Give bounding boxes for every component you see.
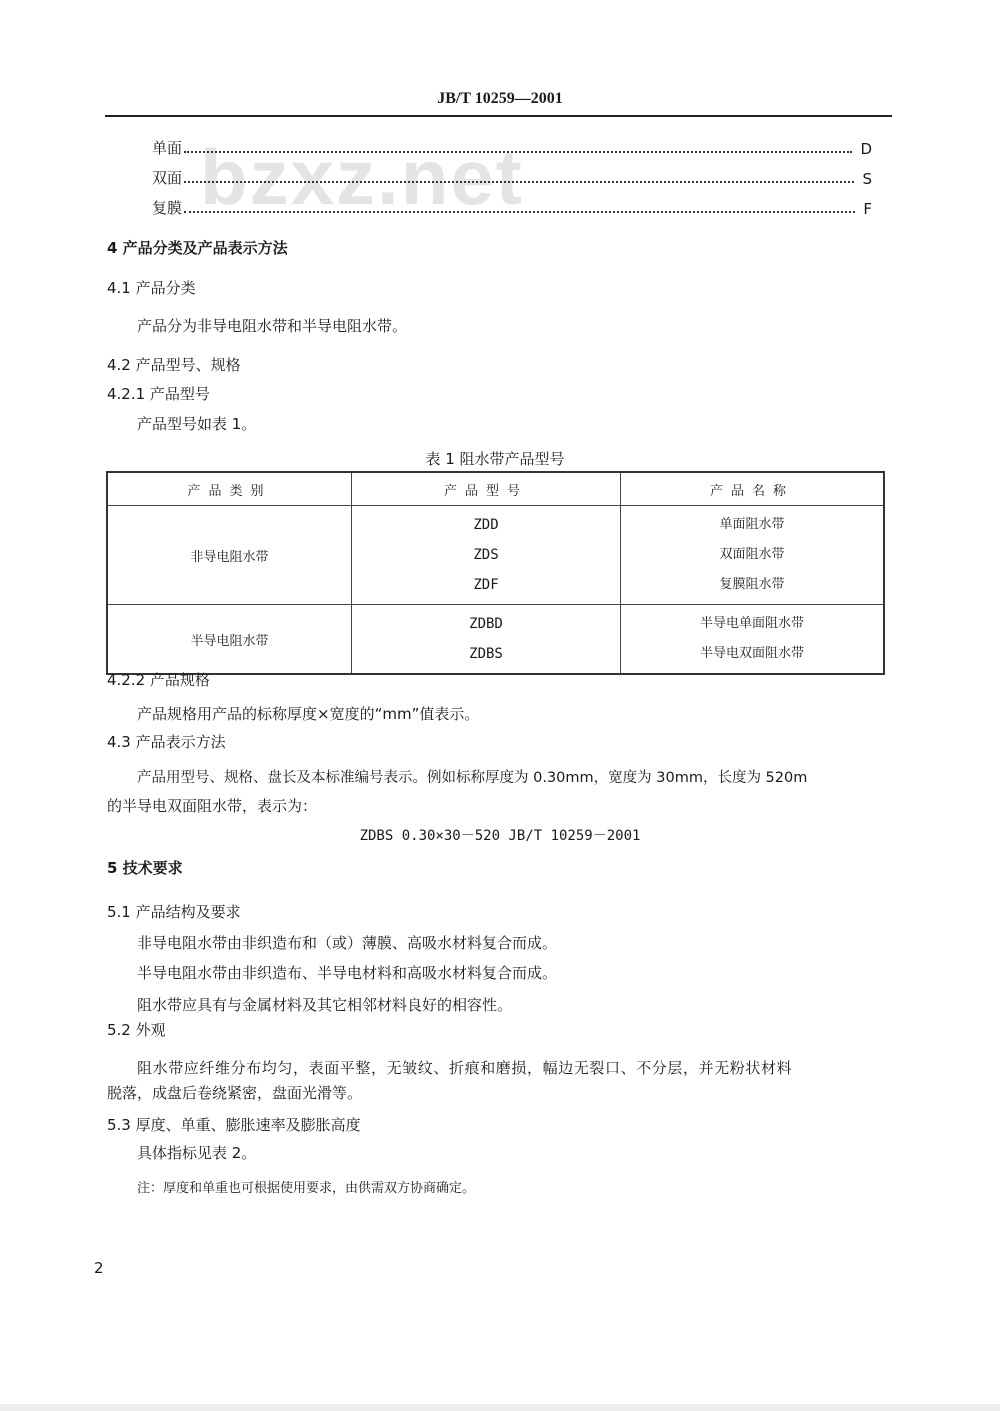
column-header: 产品型号 <box>352 472 621 506</box>
paragraph: 半导电阻水带由非织造布、半导电材料和高吸水材料复合而成。 <box>137 964 558 982</box>
page-number: 2 <box>94 1259 104 1277</box>
name: 复膜阻水带 <box>719 577 785 592</box>
dot-leader <box>184 151 852 153</box>
model: ZDF <box>473 577 499 593</box>
model: ZDD <box>473 517 499 533</box>
code-label: 单面 <box>152 139 183 157</box>
table-caption: 表 1 阻水带产品型号 <box>425 450 565 468</box>
paragraph: 阻水带应具有与金属材料及其它相邻材料良好的相容性。 <box>137 996 513 1014</box>
section-4-2-heading: 4.2 产品型号、规格 <box>107 356 241 374</box>
table-header-row <box>107 472 884 506</box>
table-row <box>107 605 884 675</box>
category-cell: 非导电阻水带 <box>107 506 352 605</box>
name: 双面阻水带 <box>719 547 785 562</box>
name-cell <box>621 605 885 675</box>
column-header: 产品类别 <box>107 472 352 506</box>
name: 半导电单面阻水带 <box>699 616 804 631</box>
name: 单面阻水带 <box>719 517 785 532</box>
model-cell <box>352 506 621 605</box>
section-4-2-1-heading: 4.2.1 产品型号 <box>107 385 210 403</box>
model: ZDS <box>473 547 499 563</box>
dot-leader <box>184 211 855 213</box>
model: ZDBS <box>469 646 503 662</box>
section-5-2-heading: 5.2 外观 <box>107 1021 166 1039</box>
section-4-2-2-heading: 4.2.2 产品规格 <box>107 671 210 689</box>
paragraph: 非导电阻水带由非织造布和（或）薄膜、高吸水材料复合而成。 <box>137 934 558 952</box>
section-5-1-heading: 5.1 产品结构及要求 <box>107 903 241 921</box>
code-value: D <box>860 140 872 158</box>
paragraph: 产品规格用产品的标称厚度×宽度的“mm”值表示。 <box>137 705 480 723</box>
section-4-heading: 4 产品分类及产品表示方法 <box>107 239 288 257</box>
note: 注：厚度和单重也可根据使用要求，由供需双方协商确定。 <box>137 1181 476 1196</box>
watermark: bzxz.net <box>200 133 524 221</box>
model: ZDBD <box>469 616 503 632</box>
code-row <box>152 137 872 158</box>
code-value: F <box>863 200 872 218</box>
dot-leader <box>184 181 854 183</box>
header-rule <box>105 115 892 117</box>
section-4-3-heading: 4.3 产品表示方法 <box>107 733 226 751</box>
paragraph: 脱落，成盘后卷绕紧密，盘面光滑等。 <box>107 1084 363 1102</box>
code-label: 复膜 <box>152 199 183 217</box>
section-5-heading: 5 技术要求 <box>107 859 183 877</box>
paragraph: 产品型号如表 1。 <box>137 415 257 433</box>
column-header: 产品名称 <box>621 472 885 506</box>
paragraph: 产品分为非导电阻水带和半导电阻水带。 <box>137 317 408 335</box>
paragraph: 的半导电双面阻水带，表示为： <box>107 797 318 815</box>
code-row <box>152 197 872 218</box>
section-5-3-heading: 5.3 厚度、单重、膨胀速率及膨胀高度 <box>107 1116 361 1134</box>
paragraph: 产品用型号、规格、盘长及本标准编号表示。例如标称厚度为 0.30mm，宽度为 30mm，长度为 520m <box>137 770 808 786</box>
paragraph: 具体指标见表 2。 <box>137 1144 257 1162</box>
paragraph: 阻水带应纤维分布均匀，表面平整，无皱纹、折痕和磨损，幅边无裂口、不分层，并无粉状材料 <box>137 1059 793 1077</box>
code-row <box>152 167 872 188</box>
page-edge <box>0 1404 1000 1411</box>
section-4-1-heading: 4.1 产品分类 <box>107 279 196 297</box>
model-cell <box>352 605 621 675</box>
designation-example: ZDBS 0.30×30－520 JB/T 10259－2001 <box>359 828 641 844</box>
code-value: S <box>862 170 872 188</box>
name-cell <box>621 506 885 605</box>
standard-number-header: JB/T 10259—2001 <box>437 90 563 107</box>
category-cell: 半导电阻水带 <box>107 605 352 675</box>
code-label: 双面 <box>152 169 183 187</box>
name: 半导电双面阻水带 <box>699 646 804 661</box>
product-model-table <box>106 471 885 675</box>
table-row <box>107 506 884 605</box>
